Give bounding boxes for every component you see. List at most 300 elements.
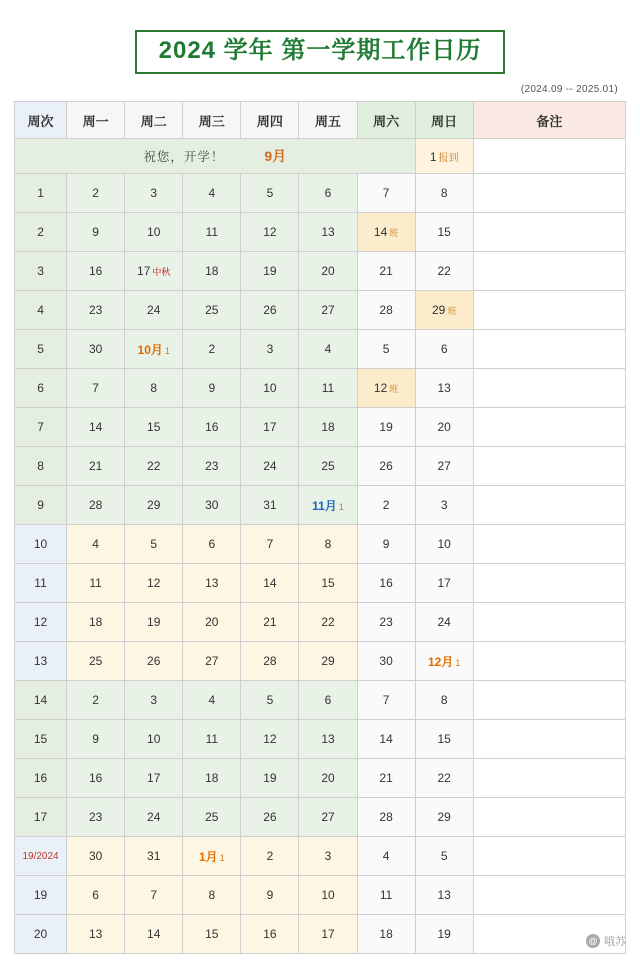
date-value: 5 [266,186,274,201]
table-row [15,291,626,330]
saturday-cell [357,525,415,564]
date-value: 19 [147,615,161,630]
date-value: 27 [321,810,335,825]
date-value: 13 [321,732,335,747]
note-cell[interactable] [473,525,625,564]
date-value: 6 [324,186,332,201]
weekday-cell [67,252,125,291]
date-value: 15 [437,225,451,240]
saturday-cell [357,486,415,525]
weekday-cell [241,447,299,486]
weekday-cell [299,174,357,213]
weekday-cell [67,798,125,837]
month-label-september: 9月 [264,148,287,165]
date-value: 19 [263,264,277,279]
table-row [15,720,626,759]
date-value: 10 [437,537,451,552]
date-value: 23 [205,459,219,474]
date-value: 10 [263,381,277,396]
date-value: 2 [92,693,99,708]
calendar-table-container [0,101,640,954]
saturday-cell [357,174,415,213]
title-box [135,30,506,74]
date-value: 13 [437,381,451,396]
weekday-cell [67,564,125,603]
note-cell[interactable] [473,603,625,642]
date-value: 18 [379,927,393,942]
date-value: 22 [437,264,451,279]
saturday-cell [357,564,415,603]
weekday-cell [183,486,241,525]
week-number-cell: 9 [15,486,67,525]
header-monday: 周一 [67,102,125,139]
date-value: 25 [205,303,219,318]
weekday-cell [241,798,299,837]
weekday-cell [299,252,357,291]
header-week: 周次 [15,102,67,139]
date-value: 8 [208,888,216,903]
table-row [15,642,626,681]
date-value: 21 [88,459,103,474]
table-row [15,915,626,954]
date-value: 22 [437,771,451,786]
date-value: 18 [205,771,219,786]
week-number-cell: 5 [15,330,67,369]
sunday-cell [415,837,473,876]
date-value: 10 [321,888,335,903]
saturday-cell [357,447,415,486]
week-number-cell: 1 [15,174,67,213]
at-icon: @ [586,934,600,948]
week-number-cell: 16 [15,759,67,798]
table-row [15,369,626,408]
saturday-cell [357,720,415,759]
date-value: 12 [263,225,277,240]
sunday-cell [415,681,473,720]
weekday-cell [241,759,299,798]
date-value: 5 [440,849,448,864]
table-row [15,564,626,603]
week-number-cell: 10 [15,525,67,564]
date-value: 16 [379,576,393,591]
date-value: 10 [147,732,161,747]
date-value: 4 [208,693,216,708]
sunday-cell [415,525,473,564]
saturday-cell [357,681,415,720]
weekday-cell [125,330,183,369]
weekday-cell [299,837,357,876]
date-value: 21 [379,264,393,279]
weekday-cell [67,213,125,252]
weekday-cell [67,681,125,720]
weekday-cell [183,213,241,252]
date-value: 2 [266,849,274,864]
date-value: 23 [88,303,103,318]
date-value: 30 [88,342,103,357]
date-value: 20 [321,771,335,786]
weekday-cell [125,681,183,720]
weekday-cell [125,447,183,486]
table-row [15,174,626,213]
date-value: 1月 [198,849,218,864]
date-value: 11月 [312,498,337,513]
banner-greeting-cell [15,139,416,174]
date-value: 19 [263,771,277,786]
weekday-cell [67,447,125,486]
weekday-cell [241,720,299,759]
date-value: 26 [147,654,161,669]
table-row [15,525,626,564]
date-value: 12 [373,381,388,396]
date-value: 9 [382,537,390,552]
note-cell[interactable] [473,330,625,369]
date-value: 14 [88,420,103,435]
date-value: 4 [208,186,216,201]
table-row [15,681,626,720]
date-value: 26 [263,810,277,825]
weekday-cell [183,291,241,330]
note-cell[interactable] [473,408,625,447]
weekday-cell [67,603,125,642]
note-cell[interactable] [473,798,625,837]
weekday-cell [299,915,357,954]
date-annotation: 中秋 [152,267,171,278]
date-annotation: 1 [164,345,170,356]
date-value: 4 [382,849,390,864]
week-number-cell: 14 [15,681,67,720]
note-cell[interactable] [473,564,625,603]
weekday-cell [299,369,357,408]
date-value: 31 [263,498,277,513]
table-row [15,603,626,642]
date-value: 6 [440,342,448,357]
date-value: 20 [321,264,335,279]
note-cell[interactable] [473,213,625,252]
date-value: 7 [266,537,274,552]
date-value: 25 [88,654,103,669]
weekday-cell [125,252,183,291]
date-value: 17 [137,264,151,279]
weekday-cell [67,174,125,213]
date-value: 14 [263,576,277,591]
week-number-cell: 7 [15,408,67,447]
weekday-cell [241,408,299,447]
week-number-cell: 3 [15,252,67,291]
saturday-cell [357,213,415,252]
banner-sunday-date: 1 [429,149,437,164]
weekday-cell [299,759,357,798]
sunday-cell [415,876,473,915]
date-value: 11 [321,381,335,396]
header-thursday: 周四 [241,102,299,139]
date-value: 30 [379,654,393,669]
weekday-cell [67,876,125,915]
weekday-cell [241,291,299,330]
weekday-cell [183,720,241,759]
weekday-cell [125,213,183,252]
banner-sunday-badge: 报到 [438,152,459,164]
table-row [15,759,626,798]
weekday-cell [241,603,299,642]
week-number-cell: 19 [15,876,67,915]
weekday-cell [183,915,241,954]
weekday-cell [299,291,357,330]
date-value: 29 [437,810,451,825]
weekday-cell [125,759,183,798]
note-cell[interactable] [473,252,625,291]
header-notes: 备注 [473,102,625,139]
date-value: 22 [147,459,161,474]
date-value: 6 [324,693,332,708]
date-value: 22 [321,615,335,630]
note-cell[interactable] [473,447,625,486]
date-value: 11 [205,732,219,747]
weekday-cell [241,876,299,915]
weekday-cell [67,915,125,954]
weekday-cell [299,642,357,681]
date-value: 2 [382,498,390,513]
week-number-cell: 11 [15,564,67,603]
table-row [15,876,626,915]
weekday-cell [299,525,357,564]
saturday-cell [357,252,415,291]
week-number-cell: 6 [15,369,67,408]
sunday-cell [415,213,473,252]
table-row [15,447,626,486]
date-value: 31 [147,849,161,864]
week-number-cell: 12 [15,603,67,642]
weekday-cell [241,915,299,954]
date-value: 2 [92,186,99,201]
date-value: 21 [379,771,393,786]
weekday-cell [125,369,183,408]
date-value: 3 [150,693,158,708]
sunday-cell [415,369,473,408]
weekday-cell [125,720,183,759]
date-value: 13 [321,225,335,240]
weekday-cell [241,486,299,525]
saturday-cell [357,798,415,837]
date-value: 10 [147,225,161,240]
date-value: 24 [147,303,161,318]
weekday-cell [183,252,241,291]
date-value: 11 [379,888,393,903]
note-cell[interactable] [473,759,625,798]
weekday-cell [125,486,183,525]
date-value: 23 [379,615,393,630]
date-value: 6 [208,537,216,552]
weekday-cell [67,369,125,408]
note-cell[interactable] [473,486,625,525]
table-row [15,486,626,525]
date-value: 27 [205,654,219,669]
week-number-cell: 13 [15,642,67,681]
watermark-text: 哦苏 [604,936,626,948]
saturday-cell [357,759,415,798]
date-value: 10月 [137,342,163,357]
saturday-cell [357,642,415,681]
date-value: 8 [440,693,448,708]
date-value: 14 [373,225,388,240]
date-value: 25 [321,459,335,474]
date-value: 28 [379,303,393,318]
weekday-cell [125,642,183,681]
weekday-cell [125,174,183,213]
weekday-cell [299,720,357,759]
date-range-subtitle: (2024.09 -- 2025.01) [520,84,618,96]
date-value: 2 [208,342,216,357]
table-body [15,139,626,954]
weekday-cell [125,564,183,603]
header-saturday: 周六 [357,102,415,139]
date-value: 26 [263,303,277,318]
weekday-cell [67,525,125,564]
date-value: 28 [263,654,277,669]
date-value: 25 [205,810,219,825]
weekday-cell [125,876,183,915]
date-value: 17 [263,420,277,435]
title-container [0,0,640,74]
table-row [15,798,626,837]
weekday-cell [241,642,299,681]
header-friday: 周五 [299,102,357,139]
sunday-cell [415,447,473,486]
weekday-cell [183,369,241,408]
note-cell[interactable] [473,681,625,720]
sunday-cell [415,603,473,642]
weekday-cell [67,291,125,330]
sunday-cell [415,291,473,330]
date-annotation: 班 [389,228,399,239]
date-value: 7 [382,186,390,201]
weekday-cell [241,174,299,213]
date-value: 26 [379,459,393,474]
date-value: 16 [88,264,103,279]
greeting-text: 祝您，开学！ [143,150,225,165]
weekday-cell [183,603,241,642]
saturday-cell [357,837,415,876]
date-value: 11 [89,576,102,591]
date-value: 13 [437,888,451,903]
banner-sunday-cell [415,139,473,174]
note-cell[interactable] [473,291,625,330]
note-cell[interactable] [473,720,625,759]
date-value: 19 [437,927,451,942]
weekday-cell [299,330,357,369]
weekday-cell [67,330,125,369]
week-number-cell: 2 [15,213,67,252]
weekday-cell [299,408,357,447]
weekday-cell [241,252,299,291]
date-value: 15 [437,732,451,747]
date-value: 17 [321,927,335,942]
note-cell[interactable] [473,642,625,681]
date-value: 16 [88,771,103,786]
date-value: 9 [92,732,99,747]
weekday-cell [299,681,357,720]
note-cell[interactable] [473,174,625,213]
weekday-cell [67,408,125,447]
date-annotation: 1 [338,501,344,512]
date-value: 21 [263,615,277,630]
weekday-cell [183,876,241,915]
date-value: 8 [150,381,158,396]
date-value: 9 [92,225,99,240]
date-annotation: 班 [389,384,399,395]
date-value: 4 [324,342,332,357]
weekday-cell [299,486,357,525]
date-value: 16 [263,927,277,942]
weekday-cell [183,330,241,369]
weekday-cell [299,798,357,837]
weekday-cell [67,837,125,876]
weekday-cell [125,837,183,876]
weekday-cell [183,798,241,837]
watermark [586,933,626,949]
table-row [15,408,626,447]
week-number-cell: 8 [15,447,67,486]
weekday-cell [183,681,241,720]
date-value: 18 [205,264,219,279]
date-value: 17 [147,771,161,786]
date-value: 5 [266,693,274,708]
sunday-cell [415,759,473,798]
date-value: 8 [324,537,332,552]
date-value: 8 [440,186,448,201]
date-value: 7 [150,888,158,903]
date-value: 23 [88,810,103,825]
sunday-cell [415,720,473,759]
weekday-cell [125,408,183,447]
date-value: 11 [205,225,219,240]
weekday-cell [183,837,241,876]
date-value: 30 [88,849,103,864]
weekday-cell [183,759,241,798]
note-cell[interactable] [473,876,625,915]
date-value: 7 [382,693,390,708]
date-value: 20 [205,615,219,630]
weekday-cell [183,447,241,486]
date-value: 18 [88,615,103,630]
saturday-cell [357,369,415,408]
weekday-cell [125,525,183,564]
note-cell[interactable] [473,369,625,408]
date-value: 14 [147,927,161,942]
weekday-cell [241,525,299,564]
date-value: 29 [432,303,446,318]
weekday-cell [299,564,357,603]
date-value: 12月 [428,654,454,669]
date-value: 5 [382,342,390,357]
note-cell[interactable] [473,837,625,876]
weekday-cell [241,681,299,720]
sunday-cell [415,408,473,447]
table-row [15,213,626,252]
week-number-cell: 19/2024 [15,837,67,876]
table-row [15,330,626,369]
sunday-cell [415,915,473,954]
date-value: 14 [379,732,393,747]
weekday-cell [67,486,125,525]
weekday-cell [299,603,357,642]
sunday-cell [415,642,473,681]
date-value: 5 [150,537,158,552]
weekday-cell [299,213,357,252]
weekday-cell [183,408,241,447]
weekday-cell [125,915,183,954]
date-value: 15 [205,927,219,942]
sunday-cell [415,330,473,369]
